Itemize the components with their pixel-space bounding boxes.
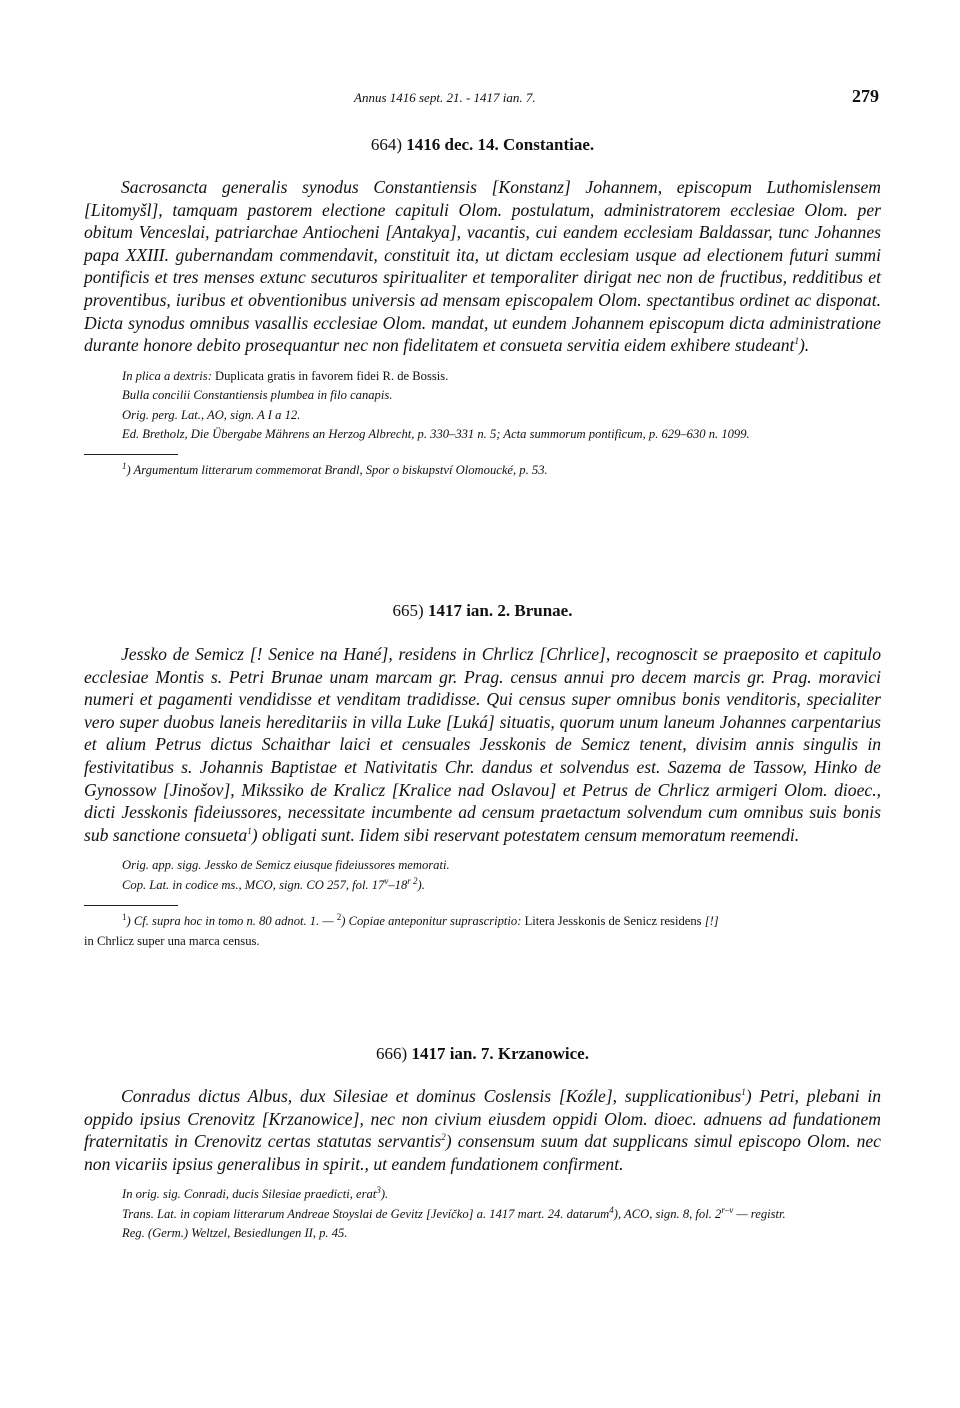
footnote-rule [84, 905, 178, 906]
regest [84, 1085, 881, 1175]
note: Orig. app. sigg. Jessko de Semicz eiusque fideiussores memorati. [122, 858, 450, 873]
footnote-ref: 4 [609, 1204, 614, 1215]
running-title: Annus 1416 sept. 21. - 1417 ian. 7. [354, 90, 536, 105]
note-text: ). [380, 1187, 389, 1202]
entry-heading [84, 135, 881, 155]
footnote [84, 461, 881, 481]
regest [84, 643, 881, 846]
footnote-text: [!] [704, 914, 719, 929]
footnote-text: ) Cf. supra hoc in tomo n. 80 adnot. 1. — [126, 914, 337, 929]
note-text: In orig. sig. Conradi, ducis Silesiae praedicti, erat [122, 1187, 377, 1202]
note-text: Cop. Lat. in codice ms., MCO, sign. CO 257, fol. 17 [122, 877, 385, 892]
footnote-mark: 1 [122, 460, 127, 471]
footnote-text: ) Argumentum litterarum commemorat Brandl, Spor o biskupství Olomoucké, p. 53. [126, 462, 548, 477]
folio-sup: r–v [721, 1204, 734, 1215]
entry-number: 665) [392, 601, 424, 620]
footnote-continued: in Chrlicz super una marca census. [84, 933, 260, 948]
footnote-rule [84, 454, 178, 455]
note-text: Trans. Lat. in copiam litterarum Andreae Stoyslai de Gevitz [Jevíčko] a. 1417 mart. 24. datarum [122, 1206, 610, 1221]
regest [84, 176, 881, 357]
note-text: — registr. [733, 1206, 786, 1221]
note [84, 876, 881, 896]
note-text: Duplicata gratis in favorem fidei R. de Bossis. [211, 368, 449, 383]
footnote-ref: 1 [794, 336, 799, 347]
regest-text: Jessko de Semicz [! Senice na Hané], residens in Chrlicz [Chrlice], recognoscit se praeposito et capitulo ecclesiae Montis s. Petri Brunae unam marcam gr. Prag. census annui pro decem marcis gr. Prag. moravici numeri et pagamenti vendidisse et venditam tradidisse. Qui census super omnibus bonis venditoris, specialiter vero super duobus laneis hereditariis in villa Luke [Luká] situatis, quorum unum laneum Johannes carpentarius et alium Petrus dictus Schaithar laici et censuales Jesskonis de Semicz tenent, divisim annis singulis in festivitatibus s. Johannis Baptistae et Nativitatis Chr. dandus et solvendus est. Sazema de Tassow, Hinko de Gynossow [Jinošov], Mikssiko de Kralicz [Kralice nad Oslavou] et Petrus de Chrlicz armigeri Olom. dioec., dicti Jesskonis fideiussores, necessitate incumbente ad censum praetactum solvendum cum omnibus suis bonis sub sanctione consueta [84, 644, 881, 845]
footnote-mark: 2 [336, 912, 342, 923]
footnote-ref: 2 [441, 1132, 446, 1143]
note [84, 1185, 881, 1205]
entry-666 [84, 1044, 881, 1244]
folio-sup: v [384, 875, 389, 886]
regest-end: ) obligati sunt. Iidem sibi reservant potestatem censum memoratum reemendi. [251, 824, 800, 845]
entry-heading [84, 1044, 881, 1064]
regest-text: Conradus dictus Albus, dux Silesiae et dominus Coslensis [Koźle], supplicationibus [121, 1086, 742, 1106]
entry-heading [84, 601, 881, 621]
note-text: ), ACO, sign. 8, fol. 2 [613, 1206, 722, 1221]
entry-665 [84, 601, 881, 951]
regest-end: ). [798, 335, 810, 356]
regest-text: ) consensum suum dat supplicans simul episcopo Olom. nec non vicariis ipsius generalibus in spirit., ut eandem fundationem confirment. [84, 1131, 881, 1174]
footnote-mark: 1 [122, 912, 127, 923]
entry-664 [84, 135, 881, 480]
footnote-ref: 1 [247, 825, 252, 836]
footnote-ref: 1 [741, 1087, 746, 1098]
note [84, 367, 881, 387]
note: Ed. Bretholz, Die Übergabe Mährens an Herzog Albrecht, p. 330–331 n. 5; Acta summorum pontificum, p. 629–630 n. 1099. [122, 427, 750, 442]
footnote-text: ) Copiae anteponitur suprascriptio: [341, 914, 522, 929]
entry-date-place: 1417 ian. 7. Krzanowice. [411, 1044, 589, 1063]
note: Orig. perg. Lat., AO, sign. A I a 12. [122, 407, 301, 422]
folio-sup: r 2 [407, 875, 418, 886]
note: Reg. (Germ.) Weltzel, Besiedlungen II, p. 45. [122, 1226, 348, 1241]
regest-text: ) Petri, plebani in oppido ipsius Crenovitz [Krzanowice], nec non civium eiusdem oppidi Olom. dioec. adnuens ad fundationem fraternitatis in Crenovitz certas statutas servantis [84, 1086, 881, 1152]
entry-number: 664) [370, 135, 402, 154]
entry-number: 666) [376, 1044, 408, 1063]
note-text: –18 [388, 877, 408, 892]
footnote-ref: 3 [376, 1185, 381, 1196]
page-number: 279 [852, 86, 879, 106]
footnote-text: Litera Jesskonis de Senicz residens [521, 914, 705, 929]
note [84, 1205, 881, 1225]
footnote [84, 912, 881, 932]
note-italic: In plica a dextris: [122, 368, 212, 383]
note-text: ). [417, 877, 425, 892]
regest-text: Sacrosancta generalis synodus Constantiensis [Konstanz] Johannem, episcopum Luthomislensem [Litomyšl], tamquam pastorem electione capituli Olom. postulatum, administratorem ecclesiae Olom. per obitum Venceslai, patriarchae Antiocheni [Antakya], vacantis, cui eandem ecclesiam Baldassar, tunc Johannes papa XXIII. gubernandam commendavit, constituit ita, ut dictam ecclesiam usque ad electionem futuri summi pontificis et tres menses extunc secuturos spiritualiter et temporaliter dirigat nec non de fructibus, redditibus et proventibus, iuribus et obventionibus universis ad mensam episcopalem Olom. spectantibus ordinet ac disponat. Dicta synodus omnibus vasallis ecclesiae Olom. mandat, ut eundem Johannem episcopum dicta administratione durante honore debito prosequantur nec non fidelitatem et consueta servitia eidem exhibere studeant [84, 177, 881, 356]
entry-date-place: 1416 dec. 14. Constantiae. [406, 135, 595, 154]
running-head [84, 86, 881, 110]
note: Bulla concilii Constantiensis plumbea in filo canapis. [122, 388, 393, 403]
entry-date-place: 1417 ian. 2. Brunae. [427, 601, 573, 620]
